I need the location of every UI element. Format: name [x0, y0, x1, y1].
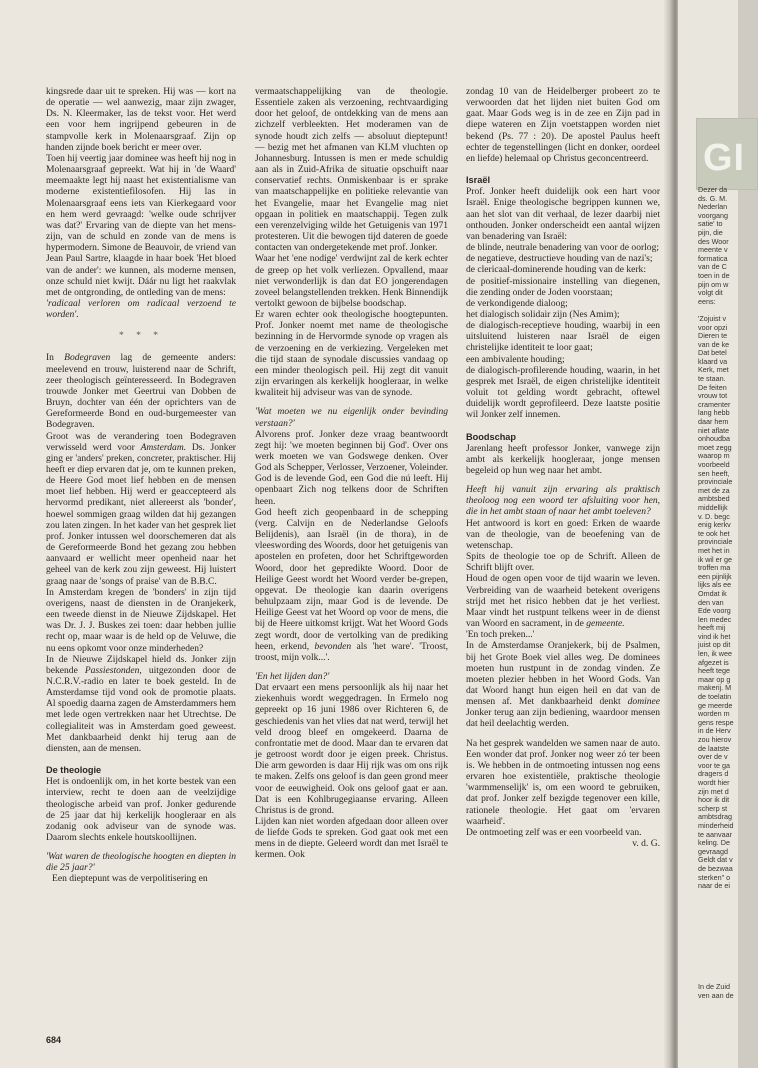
list-item: de dialogisch-profilerende houding, waarin, in het gesprek met Israël, de eigen christelijke identiteit voluit tot gelding wordt gebracht, oftewel duidelijk wordt geprofileerd. Deze laatste positie wil Jonker zelf innemen.	[466, 364, 660, 421]
cut-off-line: de toelatin	[698, 692, 732, 702]
list-item: de dialogisch-receptieve houding, waarbij in een uitsluitend luisteren naar Israël de eigen christelijke identiteit te loor gaat;	[466, 320, 660, 354]
cut-off-line: Omdat ik	[698, 588, 727, 598]
interview-question: Heeft hij vanuit zijn ervaring als praktisch theoloog nog een woord ter afsluiting voor hen, die in het ambt staan of naar het ambt toeleven?	[466, 484, 660, 518]
cut-off-line: makerij. M	[698, 683, 732, 693]
cut-off-line: Ede voorg	[698, 606, 731, 616]
cut-off-line: wordt hier	[698, 777, 730, 787]
cut-off-line: provinciale	[698, 537, 733, 547]
adjacent-page-column	[698, 186, 742, 891]
headline-block	[696, 118, 758, 190]
cut-off-line: toen in de	[698, 270, 730, 280]
cut-off-line: voor opzi	[698, 322, 728, 332]
paragraph: Houd de ogen open voor de tijd waarin we leven. Verbreiding van de waarheid betekent overigens strijd met het risico hebben dat je het verliest. Maar vindt het rustpunt telkens weer in de dienst van Woord en sacrament, in de gemeente.	[466, 573, 660, 630]
paragraph: Jarenlang heeft professor Jonker, vanwege zijn ambt als kerkelijk hoogleraar, jonge mensen begeleid op hun weg naar het ambt.	[466, 442, 660, 476]
cut-off-line: ds. G. M.	[698, 193, 728, 203]
paragraph: In Bodegraven lag de gemeente anders: meelevend en trouw, luisterend naar de Schrift, zeer theologisch geïnteresseerd. In Bodegraven trouwde Jonker met Geertrui van Dobben de Bruyn, dochter van één der oprichters van de Gereformeerde Bond en oud-burgemeester van Bodegraven.	[46, 352, 236, 431]
cut-off-line: middellijk	[698, 502, 728, 512]
cut-off-line: met de za	[698, 485, 730, 495]
cut-off-line: Geldt dat v	[698, 855, 733, 865]
cut-off-line: vrouw tot	[698, 391, 728, 401]
cut-off-line: Kerk, met	[698, 365, 729, 375]
cut-off-line: onhoudba	[698, 434, 730, 444]
cut-off-line: te ook het	[698, 528, 730, 538]
list-item: de clericaal-dominerende houding van de kerk:	[466, 264, 646, 276]
cut-off-line: enig kerkv	[698, 520, 731, 530]
paragraph: God heeft zich geopenbaard in de schepping (verg. Calvijn en de Nederlandse Geloofs Belijdenis), aan Israël (in de thora), in de vleeswording des Woords, door het getuigenis van apostelen en profeten, door het Schriftgeworden Woord, door het gepredikte Woord. Door de Heilige Geest wordt het Woord verder be-grepen, opgevat. De theologie kan daarin overigens behulpzaam zijn, maar God is de levende. De Heilige Geest vat het Woord op voor de mens, die bij de Heere uitkomst krijgt. Wat het Woord Gods zegt wordt, door de vertolking van de prediking heen, erkend, bevonden als 'het ware'. 'Troost, troost, mijn volk...'.	[255, 506, 449, 663]
cut-off-line: vind ik het	[698, 631, 731, 641]
cut-off-line: ambtsbed	[698, 494, 730, 504]
paragraph: Na het gesprek wandelden we samen naar de auto. Een wonder dat prof. Jonker nog weer zó ter been is. We hebben in de ontmoeting intussen nog eens ervaren hoe existentiële, praktische theologie 'warmmenselijk' is, om een woord te gebruiken, dat prof. Jonker zelf bezigde tegenover een kille, rationele theologie. Het gaat om 'ervaren waarheid'.	[466, 737, 660, 827]
cut-off-line: ik wil er ge	[698, 554, 732, 564]
cut-off-line: gens respe	[698, 717, 734, 727]
cut-off-line: troffen ma	[698, 563, 731, 573]
list-item: de verkondigende dialoog;	[466, 297, 568, 309]
section-heading: Boodschap	[466, 431, 517, 442]
paragraph: Er waren echter ook theologische hoogtepunten. Prof. Jonker noemt met name de theologische bezinning in de Hervormde synode op vragen als de verzoening en de verkiezing. Vergeleken met die tijd staan de synodale discussies vandaag op een minder theologisch peil. Hij zegt dit vanuit zijn ervaringen als kerkelijk hoogleraar, in welke kwaliteit hij adviseur was van de synode.	[255, 309, 448, 399]
cut-off-line: len, ik wee	[698, 649, 732, 659]
cut-off-line: heeft tege	[698, 666, 730, 676]
cut-off-line: sen heeft,	[698, 468, 730, 478]
interview-question: 'Wat waren de theologische hoogten en diepten in die 25 jaar?'	[46, 851, 236, 874]
list-item: een ambivalente houding;	[466, 353, 565, 365]
paragraph: In de Nieuwe Zijdskapel hield ds. Jonker zijn bekende Passiestonden, uitgezonden door de N.C.R.V.-radio en later te boek gesteld. In de Amsterdamse tijd vond ook de promotie plaats. Al spoedig daarna zagen de Amsterdammers hem met lede ogen vertrekken naar het Utrechtse. De collegialiteit was in Amsterdam goed geweest. Met dankbaarheid denkt hij terug aan de diensten, aan de mensen.	[46, 653, 236, 754]
cut-off-line: Dat betel	[698, 348, 727, 358]
cut-off-line: naar de ei	[698, 881, 730, 891]
cut-off-line: 'Zojuist v	[698, 313, 727, 323]
cut-off-line: maar op g	[698, 674, 731, 684]
approach-list	[466, 242, 660, 421]
cut-off-line: voorgang	[698, 210, 728, 220]
list-item: het dialogisch solidair zijn (Nes Amim);	[466, 308, 620, 320]
cut-off-line: scherp st	[698, 803, 728, 813]
cut-off-line: zou hierov	[698, 735, 732, 744]
paragraph: Een dieptepunt was de verpolitisering en	[52, 873, 208, 885]
paragraph: Alvorens prof. Jonker deze vraag beantwoordt zegt hij: 'we moeten beginnen bij God'. Over ons werk moeten we van Godswege denken. Over God als Schepper, Verlosser, Verzoener, Voleinder. God is de levende God, een God die nú leeft. Hij openbaart Zich nog telkens door de Schriften heen.	[255, 428, 449, 507]
cut-off-line: cramenter	[698, 399, 731, 409]
cut-off-line: een pijnlijk	[698, 571, 732, 581]
cut-off-line: des Woor	[698, 236, 729, 246]
paragraph: Groot was de verandering toen Bodegraven verwisseld werd voor Amsterdam. Ds. Jonker ging er 'anders' preken, concreter, praktischer. Hij heeft er diep ervaren dat je, om te kunnen preken, de Heere God moet lief hebben en de mensen moet lief hebben. Hij werd er geaccepteerd als hervormd predikant, niet allereerst als 'bonder', hoewel sommigen graag wilden dat hij gezangen zou laten zingen. In het kader van het gesprek liet prof. Jonker intussen wel doorschemeren dat als de Gereformeerde Bond het gezang zou hebben aanvaard er wellicht meer openheid naar het geheel van de kerk zou zijn geweest. Hij luistert graag naar de 'songs of praise' van de B.B.C.	[46, 430, 236, 587]
cut-off-line: gevraagd	[698, 846, 728, 856]
page-number: 684	[46, 1035, 62, 1045]
cut-off-line: minderheid	[698, 820, 734, 830]
list-item: de negatieve, destructieve houding van de nazi's;	[466, 253, 653, 265]
paragraph: Het antwoord is kort en goed: Erken de waarde van de theologie, van de beoefening van de wetenschap.	[466, 517, 660, 551]
cut-off-line: daar hem	[698, 417, 729, 427]
interview-question: 'Wat moeten we nu eigenlijk onder bevinding verstaan?'	[255, 406, 448, 429]
cut-off-line: v. D. begc	[698, 511, 730, 521]
cut-off-line: in de Herv	[698, 726, 731, 736]
paragraph: Het is ondoenlijk om, in het korte bestek van een interview, recht te doen aan de veelzijdige theologische arbeid van prof. Jonker gedurende de 25 jaar dat hij kerkelijk hoogleraar en als zodanig ook adviseur van de synode was. Daarom slechts enkele houtskoollijnen.	[46, 776, 236, 843]
cut-off-line: met het in	[698, 545, 730, 555]
cut-off-line: De feiten	[698, 382, 727, 392]
section-heading: De theologie	[46, 765, 102, 776]
paragraph: Waar het 'ene nodige' verdwijnt zal de kerk echter de greep op het volk verliezen. Opvallend, maar niet verwonderlijk is dan dat EO jongerendagen zoveel belangstellenden trekken. Henk Binnendijk vertolkt gewoon de bijbelse boodschap.	[255, 253, 448, 309]
cut-off-line: volgt dit	[698, 288, 723, 298]
cut-off-line: moet zegg	[698, 442, 732, 452]
cut-off-line: van de C	[698, 262, 727, 272]
cut-off-line: waarop m	[698, 451, 730, 461]
cut-off-line: den van	[698, 597, 724, 607]
cut-off-line: Nederlan	[698, 202, 728, 212]
paragraph: In Amsterdam kregen de 'bonders' in zijn tijd overigens, naast de diensten in de Oranjekerk, een tweede dienst in de Nieuwe Zijdskapel. Het was Dr. J. J. Buskes zei toen: daar hebben jullie recht op, maar waar is de held op de Veluwe, die nu eens opkomt voor onze minderheden?	[46, 586, 236, 654]
paragraph: Lijden kan niet worden afgedaan door alleen over de liefde Gods te spreken. God gaat ook met een mens in de diepte. Geleerd wordt dan met Israël te kermen. Ook	[255, 816, 448, 861]
paragraph: De ontmoeting zelf was er een voorbeeld van.	[466, 826, 642, 838]
cut-off-line: zijn met d	[698, 786, 729, 796]
section-separator: * * *	[118, 330, 164, 342]
paragraph: Spits de theologie toe op de Schrift. Alleen de Schrift blijft over.	[466, 551, 660, 574]
cut-off-line: te staan.	[698, 374, 726, 384]
adjacent-page	[678, 0, 746, 1068]
paragraph: Dat ervaart een mens persoonlijk als hij naar het ziekenhuis wordt weggedragen. In Ermelo nog gepreekt op 16 juni 1986 over Richteren 6, de geschiedenis van het vlies dat nat werd, terwijl het veld droog bleef en omgekeerd. Daarna de confrontatie met de dood. Maar dan te ervaren dat je getroost wordt door je eigen preek. Christus. Die arm geworden is daar Hij rijk was om ons rijk te maken. Zelfs ons geloof is dan geen grond meer voor de eeuwigheid. Ook ons geloof gaat er aan. Dat is een Kohlbrugegiaanse ervaring. Alleen Christus is de grond.	[255, 682, 448, 816]
cut-off-line: heeft mij	[698, 623, 726, 633]
paragraph: zondag 10 van de Heidelberger probeert zo te verwoorden dat het lijden niet buiten God om gaat. Maar Gods weg is in de zee en Zijn pad in diepe wateren en Zijn voetstappen worden niet bekend (Ps. 77 : 20). De apostel Paulus heeft echter de tegenstellingen (licht en donker, oordeel en liefde) helemaal op Christus geconcentreerd.	[466, 86, 660, 164]
cut-off-line: de laatste	[698, 743, 730, 753]
paragraph: vermaatschappelijking van de theologie. Essentiele zaken als verzoening, rechtvaardiging door het geloof, de ontdekking van de mens aan zichzelf verbleekten. Het moderamen van de synode houdt zich zelfs — absoluut dieptepunt! — bezig met het afmanen van KLM vluchten op Johannesburg. Intussen is men er mede schuldig aan als in Zuid-Afrika de situatie opschuift naar conservatief rechts. Onmiskenbaar is er sprake van maatschappelijke en politieke relevantie van het Evangelie, maar het Evangelie mag niet opgaan in politiek en maatschappij. Tegen zulk een verenzelviging wilde het Getuigenis van 1971 protesteren. Uit die bewogen tijd dateren de goede contacten van ondergetekende met prof. Jonker.	[255, 86, 448, 254]
cut-off-line: hoor ik dit	[698, 795, 730, 805]
cut-off-line: niet aflate	[698, 425, 730, 435]
cut-off-line: klaard va	[698, 356, 728, 366]
cut-off-line: lijks als ee	[698, 580, 732, 590]
cut-off-line: ambtsdrag	[698, 812, 732, 822]
cut-off-line: ge meerde	[698, 700, 733, 710]
cut-off-line: pijn, die	[698, 227, 723, 237]
cut-off-line: de bezwaa	[698, 863, 733, 873]
cut-off-line: pijn om w	[698, 279, 729, 289]
headline-fragment: GI	[703, 137, 746, 179]
paragraph: 'En toch preken...'	[466, 629, 535, 641]
text-column-3	[466, 86, 660, 849]
cut-off-line: satie' to	[698, 219, 723, 229]
cut-off-line: len medec	[698, 614, 732, 624]
adjacent-page-footer: In de Zuid ven aan de	[698, 982, 734, 1000]
cut-off-line: keling. De	[698, 838, 730, 848]
interview-question: 'En het lijden dan?'	[255, 670, 330, 682]
paragraph: Prof. Jonker heeft duidelijk ook een hart voor Israël. Enige theologische begrippen kunnen we, aan het slot van dit verhaal, de lezer daarbij niet onthouden. Jonker onderscheidt een aantal wijzen van benadering van Israël:	[466, 186, 660, 242]
paragraph: In de Amsterdamse Oranjekerk, bij de Psalmen, bij het Grote Boek viel alles weg. De dominees moeten hun rustpunt in de zondag vinden. Ze moeten plezier hebben in het Woord Gods. Van dat Woord hangt hun eigen heil en dat van de mensen af. Met dankbaarheid denkt dominee Jonker terug aan zijn bediening, waardoor mensen dat heil deelachtig werden.	[466, 640, 660, 730]
cut-off-line: dragers d	[698, 769, 729, 779]
cut-off-line: Dieren te	[698, 331, 728, 341]
binding-gutter	[664, 0, 678, 1068]
cut-off-line: provinciale	[698, 477, 733, 487]
cut-off-line: over de v	[698, 752, 728, 762]
author-signature: v. d. G.	[632, 838, 660, 849]
cut-off-line: sterken" o	[698, 872, 731, 882]
cut-off-line: te aanvaar	[698, 829, 732, 839]
cut-off-line: van de ke	[698, 339, 730, 349]
section-heading: Israël	[466, 175, 491, 186]
cut-off-line: meente v	[698, 245, 728, 255]
list-item: de blinde, neutrale benadering van voor de oorlog;	[466, 242, 659, 254]
paragraph: Toen hij veertig jaar dominee was heeft hij nog in Molenaarsgraaf gepreekt. Wat hij in 'de Waard' meemaakte legt hij naast het existentialisme van moderne existentiefilosofen. Hij las in Molenaarsgraaf eens iets van Kierkegaard voor en hem werd gevraagd: 'welke oude schrijver was dat?' Ervaring van de diepte van het mens-zijn, van de schuld en zonde van de mens is hypermodern. Simone de Beauvoir, de vriend van Jean Paul Sartre, klaagde in haar boek 'Het bloed van de ander': we kunnen, als moderne mensen, onze schuld niet kwijt. Dáár nu ligt het raakvlak met de ontgronding, de ontleding van de mens:	[46, 152, 236, 298]
cut-off-line: Dezer da	[698, 185, 728, 194]
text-column-1	[46, 86, 236, 885]
cut-off-line: formatica	[698, 253, 728, 263]
cut-off-line: juist op dit	[698, 640, 731, 650]
cut-off-line: worden m	[698, 709, 730, 719]
paragraph: kingsrede daar uit te spreken. Hij was — kort na de operatie — wel aanwezig, maar zijn zwager, Ds. N. Kleermaker, las de tekst voor. Het werd een voor hem ingrijpend gebeuren in de stampvolle kerk in Molenaarsgraaf. Zijn op handen zijnde boek bericht er meer over.	[46, 86, 236, 153]
cut-off-line: lang hebb	[698, 408, 730, 418]
list-item: de positief-missionaire instelling van diegenen, die zending onder de Joden voorstaan;	[466, 275, 660, 298]
cut-off-line: voor te ga	[698, 760, 730, 770]
cut-off-line: voorbeeld	[698, 460, 730, 469]
cut-off-line: eens:	[698, 296, 716, 306]
quote: 'radicaal verloren om radicaal verzoend te worden'.	[46, 297, 236, 321]
cut-off-line: afgezet is	[698, 657, 729, 667]
text-column-2	[255, 86, 448, 861]
